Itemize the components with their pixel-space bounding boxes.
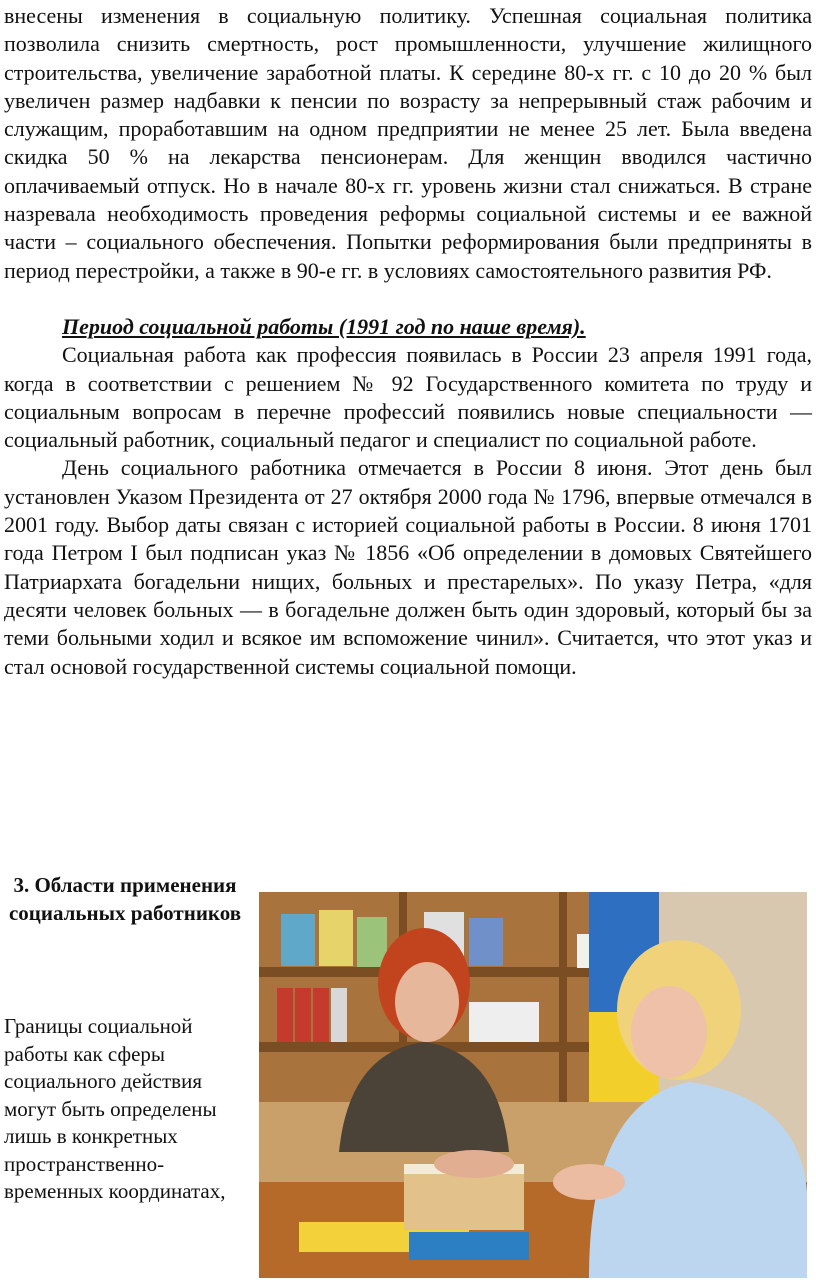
paragraph-social-worker-day: День социального работника отмечается в России 8 июня. Этот день был установлен Указом Президента от 27 октября 2000 года № 1796, впервые отмечался в 2001 году. Выбор даты связан с историей социальной работы в России. 8 июня 1701 года Петром I был подписан указ № 1856 «Об определении в домовых Святейшего Патриархата богадельни нищих, больных и престарелых». По указу Петра, «для десяти человек больных — в богадельне должен быть один здоровый, который бы за теми больными ходил и всякое им вспоможение чинил». Считается, что этот указ и стал основой государственной системы социальной помощи. bbox=[4, 455, 812, 679]
sidebar-body: Границы социальной работы как сферы социального действия могут быть определены лишь в конкретных пространственно-временных координатах, bbox=[4, 1014, 226, 1203]
main-text bbox=[4, 2, 812, 681]
section-heading: Период социальной работы (1991 год по наше время). bbox=[62, 313, 586, 339]
paragraph-social-policy: внесены изменения в социальную политику. Успешная социальная политика позволила снизить смертность, рост промышленности, улучшение жилищного строительства, увеличение заработной платы. К середине 80-х гг. с 10 до 20 % был увеличен размер надбавки к пенсии по возрасту за непрерывный стаж рабочим и служащим, проработавшим на одном предприятии не менее 25 лет. Была введена скидка 50 % на лекарства пенсионерам. Для женщин вводился частично оплачиваемый отпуск. Но в начале 80-х гг. уровень жизни стал снижаться. В стране назревала необходимость проведения реформы социальной системы и ее важной части – социального обеспечения. Попытки реформирования были предприняты в период перестройки, а также в 90-е гг. в условиях самостоятельного развития РФ. bbox=[4, 3, 812, 283]
paragraph-profession: Социальная работа как профессия появилась в России 23 апреля 1991 года, когда в соответствии с решением № 92 Государственного комитета по труду и социальным вопросам в перечне профессий появились новые специальности — социальный работник, социальный педагог и специалист по социальной работе. bbox=[4, 342, 812, 453]
sidebar-heading: 3. Области применения социальных работников bbox=[8, 873, 242, 925]
office-photo bbox=[259, 892, 807, 1278]
